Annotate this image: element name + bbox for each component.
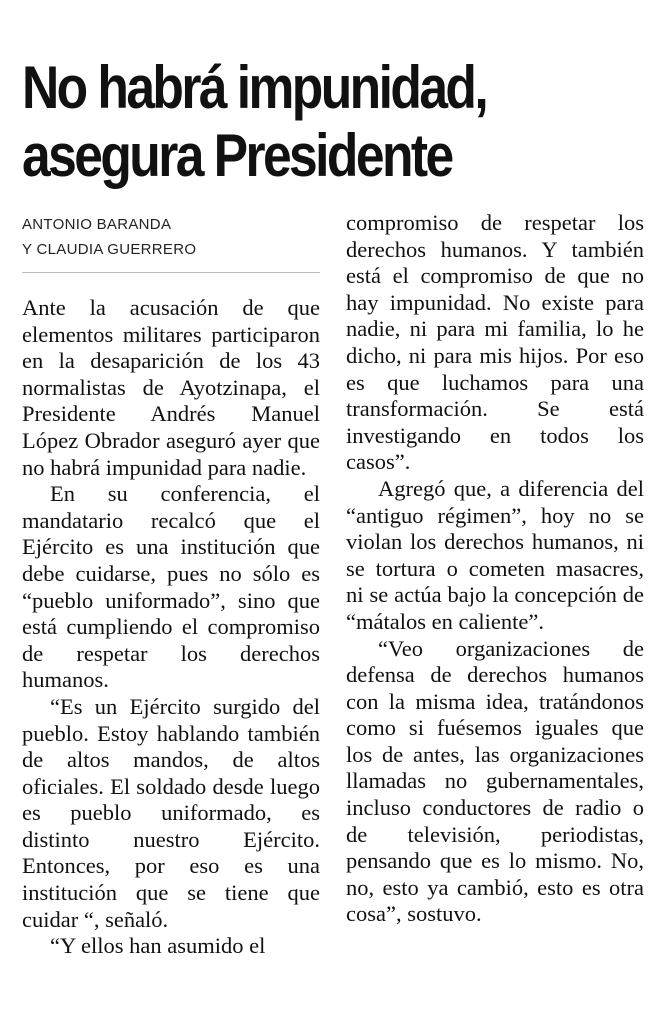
- paragraph-4-continued: compromiso de respetar los derechos humanos. Y también está el compromiso de que no hay impunidad. No existe para nadie, ni para mi familia, lo he dicho, ni para mis hijos. Por eso es que luchamos para una transformación. Se está investigando en todos los casos”.: [346, 210, 644, 475]
- paragraph-3: “Es un Ejército surgido del pueblo. Estoy hablando también de altos mandos, de altos oficiales. El soldado desde luego es pueblo uniformado, es distinto nuestro Ejército. Entonces, por eso es una institución que se tiene que cuidar “, señaló.: [22, 693, 320, 932]
- paragraph-2: En su conferencia, el mandatario recalcó que el Ejército es una institución que debe cuidarse, pues no sólo es “pueblo uniformado”, sino que está cumpliendo el compromiso de respetar los derechos humanos.: [22, 481, 320, 693]
- byline-author-2: Y CLAUDIA GUERRERO: [22, 241, 197, 258]
- paragraph-1: Ante la acusación de que elementos militares participaron en la desaparición de los 43 normalistas de Ayotzinapa, el Presidente Andrés Manuel López Obrador aseguró ayer que no habrá impunidad para nadie.: [22, 295, 320, 480]
- headline: [22, 54, 564, 190]
- left-column: [22, 210, 320, 960]
- paragraph-6: “Veo organizaciones de defensa de derechos humanos con la misma idea, tratándonos como si fuésemos iguales que los de antes, las organizaciones llamadas no gubernamentales, incluso conductores de radio o de televisión, periodistas, pensando que es lo mismo. No, no, esto ya cambió, esto es otra cosa”, sostuvo.: [346, 635, 644, 927]
- paragraph-5: Agregó que, a diferencia del “antiguo régimen”, hoy no se violan los derechos humanos, ni se tortura o cometen masacres, ni se actúa bajo la concepción de “mátalos en caliente”.: [346, 475, 644, 634]
- byline-author-1: ANTONIO BARANDA: [22, 216, 172, 233]
- right-column: [346, 210, 644, 928]
- headline-line-1: No habrá impunidad,: [22, 54, 487, 122]
- byline: [22, 210, 320, 273]
- paragraph-4-start: “Y ellos han asumido el: [50, 933, 266, 959]
- headline-line-2: asegura Presidente: [22, 122, 452, 190]
